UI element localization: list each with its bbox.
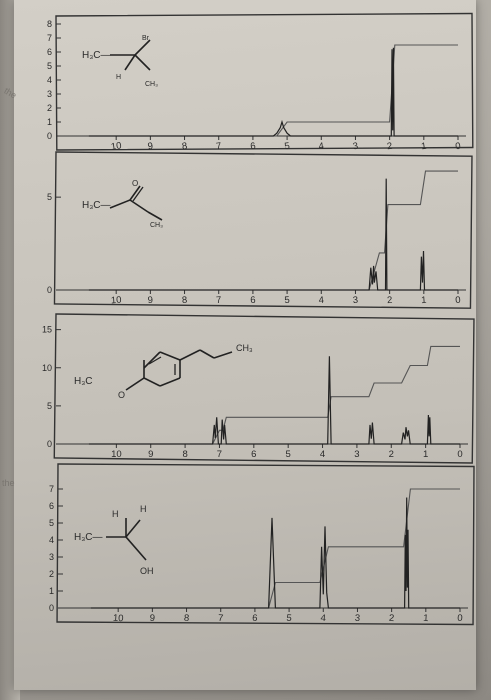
x-tick-label: 3 [354,449,360,460]
x-tick-label: 5 [283,140,291,153]
molecule-atom-label: CH₃ [150,222,163,229]
y-tick-label: 1 [46,117,52,127]
x-tick-label: 6 [251,612,258,625]
y-tick-label: 4 [48,535,54,545]
plot-frame [54,152,471,308]
y-tick-label: 6 [48,501,54,511]
x-tick-label: 7 [216,449,223,460]
x-tick-label: 9 [149,612,156,625]
x-tick-label: 4 [318,294,325,307]
plot-frame [57,464,474,624]
y-tick-label: 6 [46,47,52,57]
x-tick-label: 9 [147,294,154,307]
x-tick-label: 0 [454,140,462,153]
integral-trace [89,171,458,290]
x-tick-label: 1 [420,140,428,153]
integral-trace [89,45,458,136]
bond-line [135,55,150,70]
spectrum-panel-4 [49,464,474,624]
x-tick-label: 4 [317,140,325,153]
spectrum-panel-2 [47,152,472,308]
edge-text-top: the [2,85,19,101]
molecule-atom-label: CH₃ [236,343,253,353]
y-tick-label: 1 [48,586,54,596]
x-tick-label: 2 [388,449,394,460]
x-tick-label: 10 [110,140,123,153]
molecule-atom-label: Br [142,35,149,42]
spectrum-trace [89,48,458,136]
molecule-atom-label: H₃C— [82,200,111,211]
x-tick-label: 7 [217,612,224,625]
x-tick-label: 9 [148,449,154,460]
x-tick-label: 6 [251,449,257,460]
spectrum-trace [91,498,460,609]
molecule-atom-label: O [118,390,126,400]
molecule-atom-label: H₃C— [74,532,103,543]
x-tick-label: 3 [354,612,361,625]
x-tick-label: 0 [455,294,462,307]
bond-line [130,200,148,212]
y-tick-label: 0 [48,603,54,613]
x-tick-label: 3 [352,140,359,153]
y-tick-label: 10 [41,362,52,373]
molecule-atom-label: H [116,74,122,81]
molecule-atom-label: H [112,509,119,519]
molecule-atom-label: H [140,504,147,514]
x-tick-label: 4 [319,449,326,460]
y-tick-label: 2 [48,569,54,579]
y-tick-label: 8 [46,19,52,29]
y-tick-label: 5 [46,61,52,71]
molecule-atom-label: H₃C [74,376,93,387]
bond-line [135,40,150,55]
x-tick-label: 10 [110,294,122,307]
y-tick-label: 2 [46,103,52,113]
spectrum-panel-1 [47,14,473,153]
x-tick-label: 2 [388,612,395,625]
x-tick-label: 5 [286,612,293,625]
x-tick-label: 7 [215,294,222,307]
x-tick-label: 1 [420,294,427,307]
y-tick-label: 4 [46,75,52,85]
x-tick-label: 10 [111,449,122,460]
y-tick-label: 15 [41,324,52,335]
bond-line [125,55,135,70]
y-tick-label: 5 [46,400,52,411]
bond-line [160,378,180,386]
bond-line [148,212,162,220]
molecule-atom-label: OH [140,566,154,576]
x-tick-label: 8 [183,612,190,625]
x-tick-label: 5 [284,294,291,307]
bond-line [214,352,232,358]
y-tick-label: 0 [46,131,52,141]
spectrum-trace [89,179,458,290]
molecule-atom-label: H₃C— [82,50,111,61]
bond-line [110,200,130,208]
x-tick-label: 8 [181,294,188,307]
x-tick-label: 1 [422,449,429,460]
x-tick-label: 0 [456,612,463,625]
bond-line [144,378,160,386]
bond-line [126,378,144,390]
y-tick-label: 3 [46,89,52,99]
y-tick-label: 5 [48,518,54,528]
spectrum-panel-3 [42,314,474,463]
x-tick-label: 10 [112,612,124,625]
y-tick-label: 7 [46,33,52,43]
y-tick-label: 5 [46,192,52,203]
bond-line [144,352,160,368]
x-tick-label: 0 [457,449,463,460]
x-tick-label: 6 [249,294,256,307]
x-tick-label: 3 [352,294,359,307]
bond-line [180,350,200,360]
x-tick-label: 8 [181,140,189,153]
x-tick-label: 5 [285,449,291,460]
bond-line [126,520,140,537]
molecule-atom-label: O [132,179,139,188]
bond-line [126,537,146,560]
x-tick-label: 1 [422,612,429,625]
x-tick-label: 8 [182,449,188,460]
x-tick-label: 9 [147,140,154,153]
bond-line [160,352,180,360]
x-tick-label: 6 [249,140,257,153]
edge-text-bottom: the [2,478,15,488]
x-tick-label: 4 [320,612,327,625]
plot-frame [54,314,474,463]
molecule-atom-label: CH₃ [145,81,158,88]
y-tick-label: 0 [46,285,52,295]
x-tick-label: 2 [386,140,394,153]
y-tick-label: 0 [46,439,52,449]
x-tick-label: 7 [215,140,223,153]
bond-line [200,350,214,358]
y-tick-label: 3 [48,552,54,562]
y-tick-label: 7 [48,484,54,494]
x-tick-label: 2 [386,294,393,307]
plot-frame [56,14,473,153]
